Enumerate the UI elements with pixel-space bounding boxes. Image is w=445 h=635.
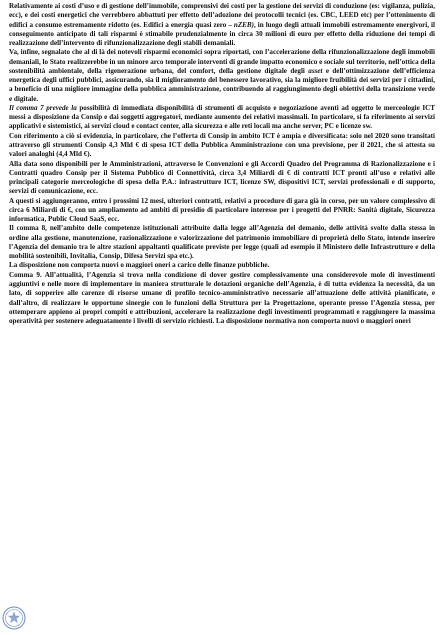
- paragraph: A questi si aggiungeranno, entro i prossimi 12 mesi, ulteriori contratti, relativi a procedure di gara già in corso, per un valore complessivo di circa 6 Miliardi di €, con un ampliamento ad ambiti di presidio di particolare interesse per i progetti del PNRR: Sanità digitale, Sicurezza informatica, Public Cloud SaaS, ecc.: [9, 196, 435, 224]
- paragraph: Comma 9. All’attualità, l’Agenzia si trova nella condizione di dover gestire complessivamente una considerevole mole di investimenti aggiuntivi e nelle more di implementare in maniera strutturale le dotazioni organiche dell’Agenzia, è di tutta evidenza la necessità, da un lato, di sopperire alle carenze di risorse umane di profilo tecnico-amministrativo necessarie all’attuazione delle attività pianificate, e dall’altro, di realizzare le opportune sinergie con le funzioni della Struttura per la Progettazione, operante presso l’Agenzia stessa, per ottemperare appieno ai propri compiti e attribuzioni, accelerare la realizzazione degli investimenti programmati e raggiungere la massima operatività per sostenere adeguatamente i livelli di servizio richiesti. La disposizione normativa non comporta nuovi o maggiori oneri: [9, 270, 435, 326]
- italic-term: nZEB): [233, 20, 255, 29]
- document-page: [9, 2, 435, 326]
- paragraph: La disposizione non comporta nuovi o maggiori oneri a carico delle finanze pubbliche.: [9, 261, 270, 270]
- emblem-seal-icon: [2, 606, 26, 630]
- paragraph: Il comma 8, nell’ambito delle competenze istituzionali attribuite dalla legge all’Agenzia del demanio, delle attività svolte dalla stessa in ordine alla gestione, manutenzione, razionalizzazione e valorizzazione del patrimonio immobiliare di proprietà dello Stato, intende inserire l’Agenzia del demanio tra le altre stazioni appaltanti qualificate previste per legge (quali ad esempio il Ministero delle Infrastrutture e della mobilità sostenibili, Invitalia, Consip, Difesa Servizi spa etc.).: [9, 224, 435, 261]
- paragraph: Relativamente ai costi d’uso e di gestione dell’immobile, comprensivi dei costi per la gestione dei servizi di conduzione (es: vigilanza, pulizia, ecc), e dei costi energetici che verrebbero abbattuti per effetto dell’adozione dei protocolli tecnici (es. CBC, LEED etc) per l’ottenimento di edifici a consumo estremamente ridotto (es. Edifici a energia quasi zero – nZEB), in luogo degli attuali immobili estremamente energivori, il conseguimento anticipato di tali risparmi è stimabile prudenzialmente in circa 30 milioni di euro per effetto della riduzione dei tempi di realizzazione dell’intervento di rifunzionalizzazione degli stabili demaniali.: [9, 2, 435, 48]
- italic-term: Il comma 7 prevede la: [9, 103, 77, 112]
- paragraph: Il comma 7 prevede la possibilità di immediata disponibilità di strumenti di acquisto e negoziazione aventi ad oggetto le merceologie ICT messi a disposizione da Consip e dai soggetti aggregatori, mediante aumento dei relativi massimali. In particolare, si fa riferimento ai servizi applicativi e sistemistici, ai servizi cloud e contact center, alla sicurezza e alle reti locali ma anche server, PC e licenze sw.: [9, 103, 435, 131]
- italic-term: asset: [308, 66, 323, 75]
- paragraph: Alla data sono disponibili per le Amministrazioni, attraverso le Convenzioni e gli Accordi Quadro del Programma di Razionalizzazione e i Contratti quadro Consip per il Sistema Pubblico di Connettività, circa 3,4 Miliardi di € di contratti ICT pronti all’uso e relativi alle principali categorie merceologiche di spesa della P.A.: infrastrutture ICT, licenze SW, dispositivi ICT, servizi professionali e di supporto, servizi di comunicazione, ecc.: [9, 159, 435, 196]
- paragraph: Con riferimento a ciò si evidenzia, in particolare, che l’offerta di Consip in ambito ICT è ampia e diversificata: solo nel 2020 sono transitati attraverso gli strumenti Consip 4,3 Mld € di spesa ICT della Pubblica Amministrazione con una previsione, per il 2021, che si attesta su valori analoghi (4,4 Mld €).: [9, 131, 435, 159]
- paragraph: Va, infine, segnalato che al di là dei notevoli risparmi economici sopra riportati, con l’accelerazione della rifunzionalizzazione degli immobili demaniali, lo Stato realizzerebbe in un minore arco temporale interventi di grande impatto economico e sociale sul territorio, nell’ottica della sostenibilità ambientale, della rigenerazione urbana, del comfort, della gestione digitale degli asset e dell’ottimizzazione dell’efficienza energetica degli uffici pubblici, assicurando, sia il miglioramento del benessere lavorativo, sia la migliore fruibilità dei servizi per i cittadini, a beneficio di una migliore immagine della pubblica amministrazione, contribuendo al raggiungimento degli obiettivi della transizione verde e digitale.: [9, 48, 435, 103]
